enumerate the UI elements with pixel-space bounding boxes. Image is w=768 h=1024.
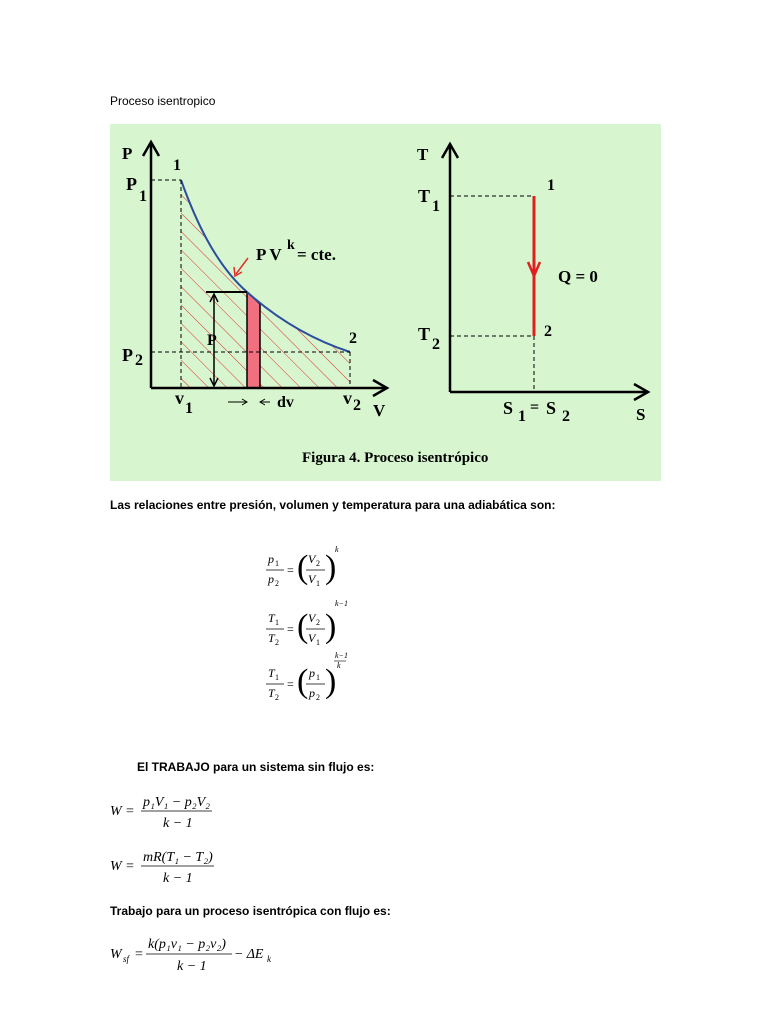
relations-text: Las relaciones entre presión, volumen y temperatura para una adiabática son: xyxy=(110,498,556,512)
pv-x-label: V xyxy=(373,401,386,420)
curve-exponent: k xyxy=(287,238,295,253)
s2-sub: 2 xyxy=(562,408,570,425)
svg-text:=: = xyxy=(287,677,294,691)
r2-lhs-den: T xyxy=(268,631,275,645)
r3-exp-den: k xyxy=(337,661,341,670)
ts-point-1: 1 xyxy=(547,177,555,194)
q-label: Q = 0 xyxy=(558,267,598,286)
p2-sub: 2 xyxy=(135,352,143,369)
curve-label: P V xyxy=(256,245,282,264)
flow-lhs-sub: sf xyxy=(123,954,130,964)
r3-rhs-num: p xyxy=(309,666,315,680)
isentropic-figure xyxy=(110,124,661,481)
r1-rhs-num: V xyxy=(308,552,316,566)
curve-suffix: = cte. xyxy=(297,245,336,264)
w2-num: mR(T₁ − T₂) xyxy=(143,850,213,865)
label-pointer xyxy=(236,258,248,274)
r1-exp: k xyxy=(335,545,339,554)
w1-lhs: W = xyxy=(110,804,135,819)
flow-tail-sub: k xyxy=(267,954,271,964)
v1-label: v xyxy=(175,388,184,408)
t2-label: T xyxy=(418,324,431,344)
svg-text:(: ( xyxy=(297,663,309,700)
r3-lhs-den-sub: 2 xyxy=(275,693,279,702)
r2-rhs-num: V xyxy=(308,611,316,625)
pv-y-label: P xyxy=(122,144,133,163)
r3-rhs-den: p xyxy=(309,686,315,700)
r2-lhs-num: T xyxy=(268,611,275,625)
r2-rhs-num-sub: 2 xyxy=(316,618,320,627)
r1-lhs-num: p xyxy=(268,552,274,566)
pv-diagram xyxy=(122,142,387,420)
ts-point-2: 2 xyxy=(544,323,552,340)
v2-label: v xyxy=(343,388,352,408)
heading: Proceso isentropico xyxy=(110,94,216,108)
r3-rhs-den-sub: 2 xyxy=(316,693,320,702)
flow-den: k − 1 xyxy=(177,959,207,974)
r3-lhs-den: T xyxy=(268,686,275,700)
w2-den: k − 1 xyxy=(163,871,193,886)
w1-num: p₁V₁ − p₂V₂ xyxy=(143,795,211,810)
r1-lhs-num-sub: 1 xyxy=(275,559,279,568)
ts-diagram xyxy=(417,144,648,425)
r3-exp-num: k−1 xyxy=(335,651,348,660)
p1-label: P xyxy=(126,174,137,194)
r2-lhs-num-sub: 1 xyxy=(275,618,279,627)
strip-p-label: P xyxy=(207,332,217,349)
ts-x-label: S xyxy=(636,405,646,424)
svg-text:=: = xyxy=(287,563,294,577)
work-hatch-area xyxy=(181,174,356,394)
flow-text: Trabajo para un proceso isentrópica con flujo es: xyxy=(110,904,391,918)
r1-rhs-num-sub: 2 xyxy=(316,559,320,568)
relations-equations xyxy=(262,538,372,713)
work-equations xyxy=(110,790,250,890)
s1-label: S xyxy=(503,398,514,418)
flow-lhs: W xyxy=(110,947,122,962)
dv-strip xyxy=(247,292,260,388)
pv-point-2: 2 xyxy=(349,330,357,347)
svg-text:): ) xyxy=(325,549,337,586)
r3-lhs-num-sub: 1 xyxy=(275,673,279,682)
w1-den: k − 1 xyxy=(163,816,193,831)
s2-label: S xyxy=(546,398,557,418)
svg-text:(: ( xyxy=(297,549,309,586)
r2-rhs-den: V xyxy=(308,631,316,645)
flow-eq-sign: = xyxy=(135,947,143,962)
w2-lhs: W = xyxy=(110,859,135,874)
v1-sub: 1 xyxy=(185,400,193,417)
flow-tail: − ΔE xyxy=(234,947,264,962)
r1-rhs-den: V xyxy=(308,572,316,586)
svg-text:): ) xyxy=(325,608,337,645)
s1-sub: 1 xyxy=(518,408,526,425)
work-text: El TRABAJO para un sistema sin flujo es: xyxy=(137,760,375,774)
r2-rhs-den-sub: 1 xyxy=(316,638,320,647)
r1-lhs-den: p xyxy=(268,572,274,586)
r3-lhs-num: T xyxy=(268,666,275,680)
figure-caption: Figura 4. Proceso isentrópico xyxy=(302,450,489,466)
r3-rhs-num-sub: 1 xyxy=(316,673,320,682)
p1-sub: 1 xyxy=(139,188,147,205)
r2-lhs-den-sub: 2 xyxy=(275,638,279,647)
r2-exp: k−1 xyxy=(335,599,348,608)
p2-label: P xyxy=(122,345,133,365)
r1-rhs-den-sub: 1 xyxy=(316,579,320,588)
figure-svg xyxy=(110,124,661,481)
svg-text:): ) xyxy=(325,663,337,700)
dv-label: dv xyxy=(277,394,294,411)
svg-text:=: = xyxy=(287,622,294,636)
ts-y-label: T xyxy=(417,145,429,164)
t2-sub: 2 xyxy=(432,336,440,353)
flow-num: k(p₁v₁ − p₂v₂) xyxy=(148,937,226,952)
pv-point-1: 1 xyxy=(173,157,181,174)
svg-text:(: ( xyxy=(297,608,309,645)
t1-label: T xyxy=(418,186,431,206)
t1-sub: 1 xyxy=(432,198,440,215)
s-equals: = xyxy=(530,399,540,416)
flow-equation xyxy=(110,930,300,980)
v2-sub: 2 xyxy=(353,397,361,414)
r1-lhs-den-sub: 2 xyxy=(275,579,279,588)
